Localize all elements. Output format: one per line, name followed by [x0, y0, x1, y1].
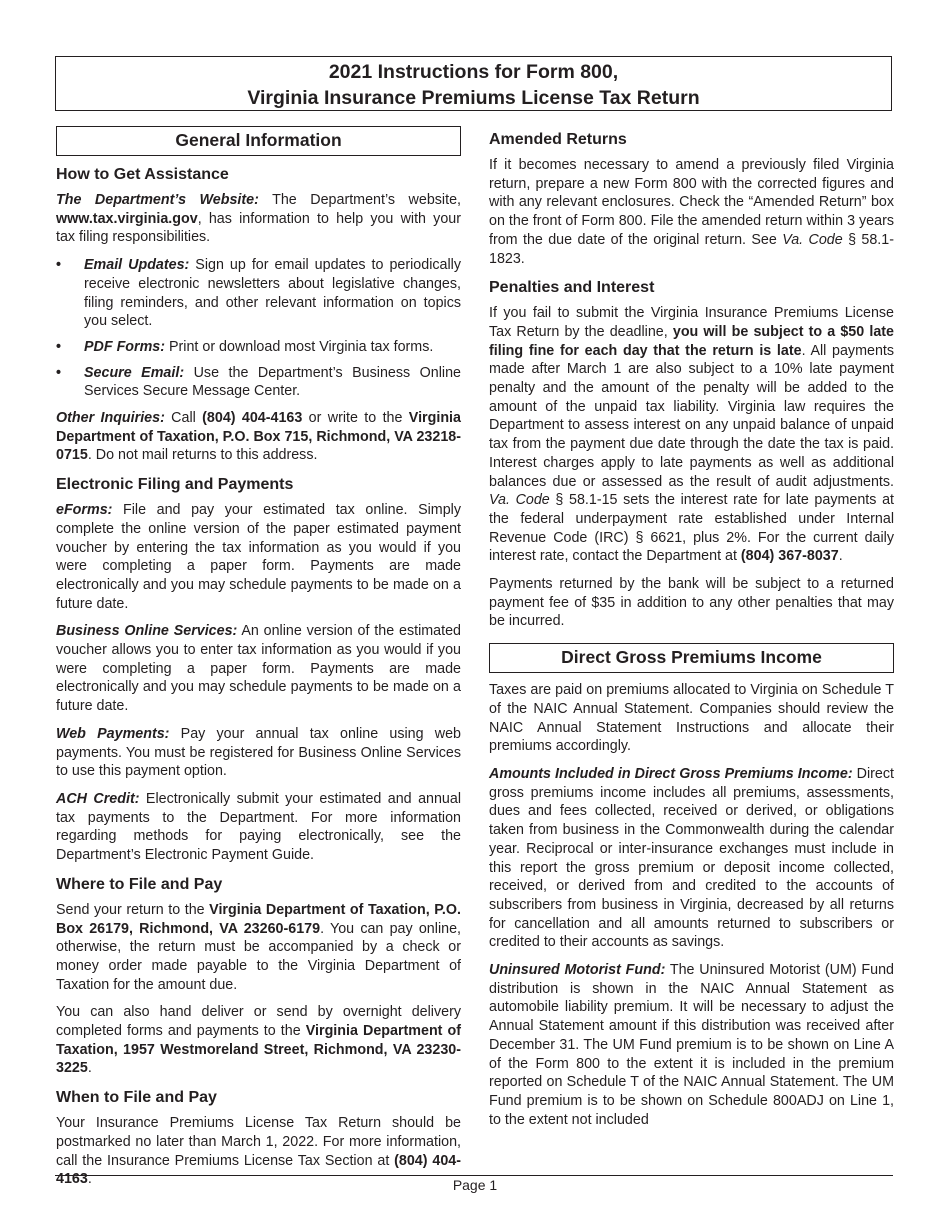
- web-payments-paragraph: [56, 725, 461, 781]
- where-to-file-paragraph-1: [56, 901, 461, 995]
- pdf-forms-text: Print or download most Virginia tax forms.: [165, 338, 434, 355]
- email-updates-label: Email Updates:: [84, 257, 190, 274]
- ach-credit-paragraph: [56, 790, 461, 865]
- direct-premiums-paragraph-1: Taxes are paid on premiums allocated to Virginia on Schedule T of the NAIC Annual Statement. Companies should review the NAIC Annual Statement Instructions and allocate their premiums accordingly.: [489, 682, 894, 755]
- uninsured-motorist-paragraph: [489, 961, 894, 1129]
- document-title: [55, 56, 892, 111]
- interest-phone: (804) 367-8037: [740, 548, 839, 565]
- right-column: [489, 129, 894, 1129]
- late-filing-fine: you will be subject to a $50 late filing fine for each day that the return is late: [489, 323, 894, 359]
- penalties-pre: If you fail to submit the Virginia Insurance Premiums License Tax Return by the deadline,: [489, 305, 894, 340]
- amounts-included-text: Direct gross premiums income includes all premiums, assessments, dues and fees collected, received or derived, or obligations taken from business in the Commonwealth during the calendar year. Reciprocal or inter-insurance exchanges must include in this report the gross premium or deposit income collected, received, or derived from and credited to the accounts of subscribers from business in Virginia, decreased by all returns for cancellation and all amounts returned to subscribers or credited to their accounts as savings.: [489, 765, 894, 951]
- bullet-secure-email: [56, 364, 461, 401]
- where-to-file-heading: Where to File and Pay: [56, 875, 223, 893]
- delivery-address: Virginia Department of Taxation, 1957 Westmoreland Street, Richmond, VA 23230-3225: [56, 1023, 461, 1077]
- when-text-post: .: [87, 1171, 92, 1188]
- left-column: [56, 126, 461, 1198]
- bullet-icon: •: [56, 364, 62, 381]
- penalties-mid: . All payments made after March 1 are also subject to a 10% late payment penalty and the amount of the penalty will be added to the amount of the unpaid tax liability. Virginia law requires the Department to assess interest on any unpaid balance of unpaid tax from the payment due date through the date the tax is paid. Interest charges apply to late payments as well as additional balances due or assessed as the result of audit adjustments.: [489, 342, 895, 490]
- bullet-pdf-forms: [56, 338, 461, 357]
- website-text-post: , has information to help you with your tax filing responsibilities.: [56, 210, 461, 246]
- secure-email-label: Secure Email:: [84, 364, 185, 381]
- ach-credit-text: Electronically submit your estimated and annual tax payments to the Department. For more information regarding methods for paying electronically, see the Department’s Electronic Payment Guide.: [56, 790, 462, 864]
- amended-text-post: § 58.1-1823.: [489, 231, 894, 267]
- uninsured-motorist-text: The Uninsured Motorist (UM) Fund distribution is shown in the NAIC Annual Statement as automobile liability premium. It will be necessary to adjust the Annual Statement amount if this distribution was received after December 31. The UM Fund premium is to be shown on Line A of the Form 800 to the extent it is included in the premium reported on Schedule T of the NAIC Annual Statement. The UM Fund premium is to be shown on Schedule 800ADJ on Line 1, to the extent not included: [489, 962, 894, 1128]
- amounts-included-label: Amounts Included in Direct Gross Premiums Income:: [489, 765, 853, 782]
- penalties-post: § 58.1-15 sets the interest rate for late payments at the federal underpayment rate established under Internal Revenue Code (IRC) § 6621, plus 2%. For the current daily interest rate, contact the Department at: [489, 492, 894, 565]
- where-p1-pre: Send your return to the: [56, 901, 210, 918]
- where-to-file-paragraph-2: [56, 1003, 461, 1078]
- business-online-services-paragraph: [56, 622, 461, 716]
- penalties-paragraph-2: Payments returned by the bank will be subject to a returned payment fee of $35 in addition to any other penalties that may be incurred.: [489, 576, 894, 630]
- filing-address: Virginia Department of Taxation, P.O. Box 26179, Richmond, VA 23260-6179: [56, 901, 461, 937]
- title-line-1: 2021 Instructions for Form 800,: [328, 61, 619, 83]
- how-to-get-assistance-heading: How to Get Assistance: [56, 166, 229, 183]
- website-paragraph: [56, 191, 461, 247]
- va-code-ref: Va. Code: [489, 492, 550, 509]
- email-updates-text: Sign up for email updates to periodically receive electronic newsletters about legislative changes, filing reminders, and other relevant information on topics you select.: [84, 257, 461, 330]
- penalties-interest-heading: Penalties and Interest: [489, 279, 655, 297]
- mailing-address: Virginia Department of Taxation, P.O. Box 715, Richmond, VA 23218-0715: [56, 410, 461, 464]
- page-number: Page 1: [452, 1177, 498, 1193]
- secure-email-text: Use the Department’s Business Online Services Secure Message Center.: [84, 364, 461, 400]
- va-code-ref: Va. Code: [782, 231, 843, 248]
- when-to-file-heading: When to File and Pay: [56, 1089, 217, 1107]
- website-text-pre: The Department’s website,: [258, 192, 461, 208]
- other-inquiries-paragraph: [56, 409, 461, 465]
- when-text-pre: Your Insurance Premiums License Tax Return should be postmarked no later than March 1, 2022. For more information, call the Insurance Premiums License Tax Section at: [56, 1115, 461, 1169]
- eforms-paragraph: [56, 501, 461, 613]
- general-information-header: General Information: [56, 126, 461, 156]
- website-label: The Department’s Website:: [56, 192, 259, 208]
- assistance-bullet-list: [56, 256, 461, 401]
- bullet-icon: •: [56, 338, 62, 355]
- web-payments-text: Pay your annual tax online using web payments. You must be registered for Business Online Services to use this payment option.: [56, 725, 461, 780]
- web-payments-label: Web Payments:: [56, 725, 170, 742]
- uninsured-motorist-label: Uninsured Motorist Fund:: [489, 962, 666, 979]
- business-online-services-text: An online version of the estimated voucher allows you to enter tax information as you would if you were completing a paper form. Payments are made electronically and you may schedule payments to be made on a future date.: [56, 623, 461, 715]
- tax-section-phone: (804) 404-4163: [56, 1152, 461, 1188]
- bullet-email-updates: [56, 256, 461, 331]
- website-url[interactable]: www.tax.virginia.gov: [56, 210, 198, 227]
- penalties-paragraph-1: [489, 304, 894, 566]
- direct-gross-premiums-header: Direct Gross Premiums Income: [489, 643, 894, 673]
- eforms-text: File and pay your estimated tax online. Simply complete the online version of the paper estimated payment voucher by entering the tax information as you would if you were completing a paper form. Payments are made electronically and you may schedule payments to be made on a future date.: [56, 502, 461, 612]
- bullet-icon: •: [56, 257, 62, 274]
- amended-text-pre: If it becomes necessary to amend a previously filed Virginia return, prepare a new Form 800 with the corrected figures and with any relevant enclosures. Check the “Amended Return” box on the front of Form 800. File the amended return within 3 years from the due date of the original return. See: [489, 157, 894, 248]
- where-p2-pre: You can also hand deliver or send by overnight delivery completed forms and payments to the: [56, 1004, 461, 1040]
- other-inquiries-mid: or write to the: [302, 410, 409, 427]
- other-inquiries-post: . Do not mail returns to this address.: [87, 447, 318, 464]
- title-line-2: Virginia Insurance Premiums License Tax Return: [247, 87, 700, 109]
- amounts-included-paragraph: [489, 765, 894, 952]
- amended-returns-heading: Amended Returns: [489, 131, 627, 148]
- assistance-phone: (804) 404-4163: [202, 410, 303, 427]
- other-inquiries-pre: Call: [164, 410, 203, 427]
- penalties-end: .: [838, 548, 843, 565]
- ach-credit-label: ACH Credit:: [56, 790, 140, 807]
- where-p2-post: .: [87, 1060, 92, 1077]
- amended-returns-paragraph: [489, 156, 894, 268]
- other-inquiries-label: Other Inquiries:: [56, 410, 165, 427]
- pdf-forms-label: PDF Forms:: [84, 338, 166, 355]
- where-p1-post: . You can pay online, otherwise, the return must be accompanied by a check or money order made payable to the Virginia Department of Taxation for the amount due.: [56, 920, 461, 993]
- business-online-services-label: Business Online Services:: [56, 623, 238, 640]
- eforms-label: eForms:: [56, 502, 113, 519]
- electronic-filing-heading: Electronic Filing and Payments: [56, 476, 294, 494]
